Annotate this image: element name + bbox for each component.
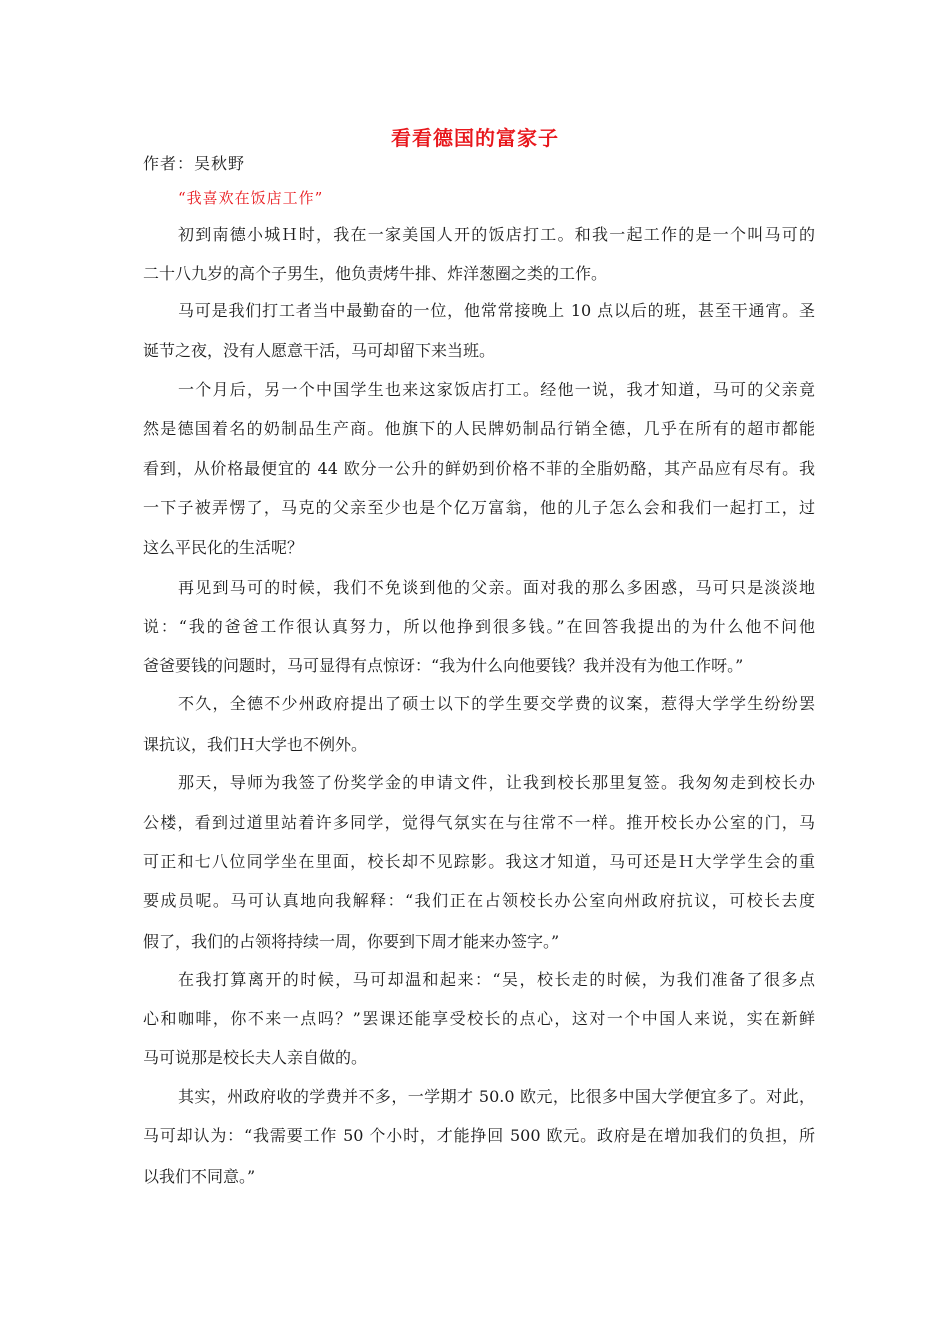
body-line: 不久，全德不少州政府提出了硕士以下的学生要交学费的议案，惹得大学学生纷纷罢 [178, 694, 815, 713]
body-line: 其实，州政府收的学费并不多，一学期才 50.0 欧元，比很多中国大学便宜多了。对此， [178, 1087, 815, 1106]
author-line: 作者：吴秋野 [143, 154, 246, 173]
section-heading: “我喜欢在饭店工作” [178, 189, 324, 207]
body-line: 马可是我们打工者当中最勤奋的一位，他常常接晚上 10 点以后的班，甚至干通宵。圣 [178, 301, 815, 320]
body-line: 那天，导师为我签了份奖学金的申请文件，让我到校长那里复签。我匆匆走到校长办 [178, 773, 815, 792]
body-line: 公楼，看到过道里站着许多同学，觉得气氛实在与往常不一样。推开校长办公室的门，马 [143, 813, 815, 832]
body-line: 一下子被弄愣了，马克的父亲至少也是个亿万富翁，他的儿子怎么会和我们一起打工，过 [143, 498, 815, 517]
body-line: 可正和七八位同学坐在里面，校长却不见踪影。我这才知道，马可还是Ｈ大学学生会的重 [143, 852, 815, 871]
body-line: 说：“我的爸爸工作很认真努力，所以他挣到很多钱。”在回答我提出的为什么他不问他 [143, 617, 815, 636]
body-line: 要成员呢。马可认真地向我解释：“我们正在占领校长办公室向州政府抗议，可校长去度 [143, 891, 815, 910]
body-line: 一个月后，另一个中国学生也来这家饭店打工。经他一说，我才知道，马可的父亲竟 [178, 380, 815, 399]
body-line: 初到南德小城Ｈ时，我在一家美国人开的饭店打工。和我一起工作的是一个叫马可的 [178, 225, 815, 244]
body-line: 假了，我们的占领将持续一周，你要到下周才能来办签字。” [143, 932, 560, 951]
body-line: 然是德国着名的奶制品生产商。他旗下的人民牌奶制品行销全德，几乎在所有的超市都能 [143, 419, 815, 438]
body-line: 诞节之夜，没有人愿意干活，马可却留下来当班。 [143, 341, 496, 360]
body-line: 这么平民化的生活呢？ [143, 538, 304, 557]
article-title: 看看德国的富家子 [391, 126, 559, 150]
body-line: 在我打算离开的时候，马可却温和起来：“吴，校长走的时候，为我们准备了很多点 [178, 970, 815, 989]
body-line: 课抗议，我们Ｈ大学也不例外。 [143, 735, 368, 754]
body-line: 二十八九岁的高个子男生，他负责烤牛排、炸洋葱圈之类的工作。 [143, 264, 608, 283]
body-line: 马可却认为：“我需要工作 50 个小时，才能挣回 500 欧元。政府是在增加我们的负担，所 [143, 1126, 815, 1145]
body-line: 看到，从价格最便宜的 44 欧分一公升的鲜奶到价格不菲的全脂奶酪，其产品应有尽有。我 [143, 459, 815, 478]
body-line: 爸爸要钱的问题时，马可显得有点惊讶：“我为什么向他要钱？我并没有为他工作呀。” [143, 656, 744, 675]
body-line: 以我们不同意。” [143, 1167, 256, 1186]
body-line: 心和咖啡，你不来一点吗？”罢课还能享受校长的点心，这对一个中国人来说，实在新鲜 [143, 1009, 815, 1028]
body-line: 马可说那是校长夫人亲自做的。 [143, 1048, 368, 1067]
body-line: 再见到马可的时候，我们不免谈到他的父亲。面对我的那么多困惑，马可只是淡淡地 [178, 578, 815, 597]
